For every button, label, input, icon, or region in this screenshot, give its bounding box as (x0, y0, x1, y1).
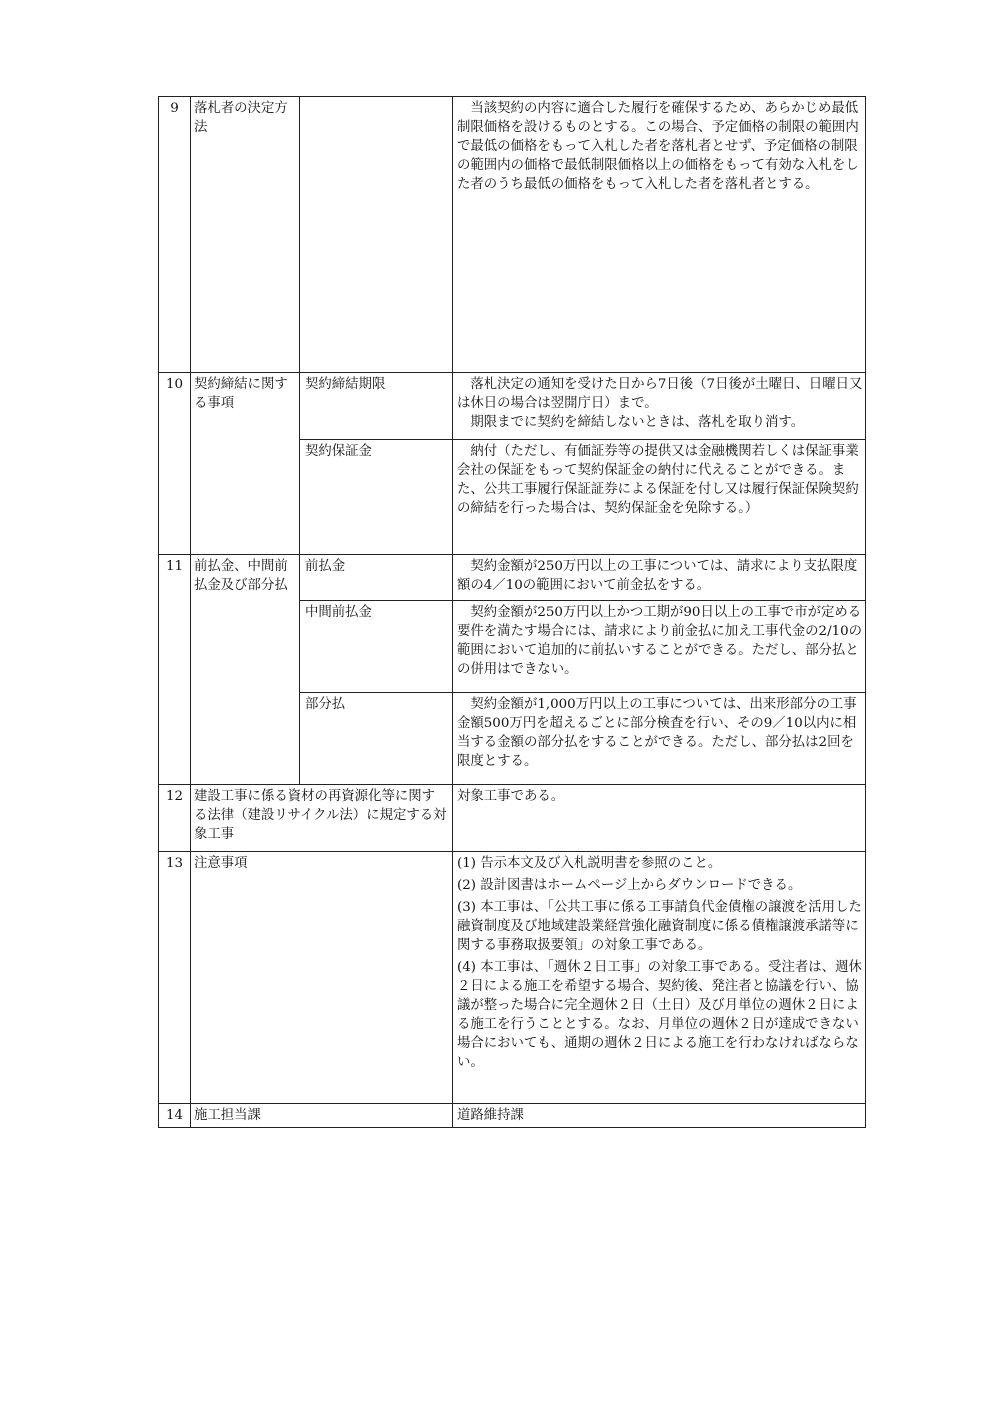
item-label: 建設工事に係る資材の再資源化等に関する法律（建設リサイクル法）に規定する対象工事 (191, 785, 453, 852)
item-label: 前払金、中間前払金及び部分払 (191, 555, 300, 785)
table-row (159, 97, 866, 373)
description-line: 期限までに契約を締結しないときは、落札を取り消す。 (470, 415, 805, 430)
item-label: 注意事項 (191, 852, 453, 1104)
row-number: 14 (159, 1104, 191, 1128)
table-row (159, 1104, 866, 1128)
item-description: 契約金額が250万円以上の工事については、請求により支払限度額の4／10の範囲において前金払をする。 (453, 555, 866, 601)
table-row (159, 373, 866, 440)
sub-item-label (300, 97, 453, 373)
item-description: 当該契約の内容に適合した履行を確保するため、あらかじめ最低制限価格を設けるものとする。この場合、予定価格の制限の範囲内で最低の価格をもって入札した者を落札者とせず、予定価格の制限の範囲内の価格で最低制限価格以上の価格をもって有効な入札をした者のうち最低の価格をもって入札した者を落札者とする。 (453, 97, 866, 373)
description-line: 落札決定の通知を受けた日から7日後（7日後が土曜日、日曜日又は休日の場合は翌開庁日）まで。 (457, 377, 863, 411)
sub-item-label: 契約保証金 (300, 440, 453, 555)
item-label: 契約締結に関する事項 (191, 373, 300, 555)
table-row (159, 852, 866, 1104)
item-description: 対象工事である。 (453, 785, 866, 852)
item-description (453, 373, 866, 440)
note-item: (2) 設計図書はホームページ上からダウンロードできる。 (457, 878, 802, 893)
row-number: 13 (159, 852, 191, 1104)
sub-item-label: 前払金 (300, 555, 453, 601)
item-description: 道路維持課 (453, 1104, 866, 1128)
note-item: (4) 本工事は、「週休２日工事」の対象工事である。受注者は、週休２日による施工を希望する場合、契約後、発注者と協議を行い、協議が整った場合に完全週休２日（土日）及び月単位の週休２日による施工を行うこととする。なお、月単位の週休２日が達成できない場合においても、通期の週休２日による施工を行わなければならない。 (457, 960, 862, 1070)
row-number: 11 (159, 555, 191, 785)
item-description: 契約金額が250万円以上かつ工期が90日以上の工事で市が定める要件を満たす場合には、請求により前金払に加え工事代金の2/10の範囲において追加的に前払いすることができる。ただし、部分払との併用はできない。 (453, 601, 866, 693)
sub-item-label: 契約締結期限 (300, 373, 453, 440)
notes-cell (453, 852, 866, 1104)
item-description: 契約金額が1,000万円以上の工事については、出来形部分の工事金額500万円を超えるごとに部分検査を行い、その9／10以内に相当する金額の部分払をすることができる。ただし、部分払は2回を限度とする。 (453, 693, 866, 785)
note-item: (1) 告示本文及び入札説明書を参照のこと。 (457, 856, 722, 871)
sub-item-label: 中間前払金 (300, 601, 453, 693)
row-number: 10 (159, 373, 191, 555)
terms-table (158, 96, 866, 1128)
item-label: 落札者の決定方法 (191, 97, 300, 373)
item-description: 納付（ただし、有価証券等の提供又は金融機関若しくは保証事業会社の保証をもって契約保証金の納付に代えることができる。また、公共工事履行保証証券による保証を付し又は履行保証保険契約の締結を行った場合は、契約保証金を免除する。） (453, 440, 866, 555)
row-number: 9 (159, 97, 191, 373)
note-item: (3) 本工事は、「公共工事に係る工事請負代金債権の譲渡を活用した融資制度及び地域建設業経営強化融資制度に係る債権譲渡承諾等に関する事務取扱要領」の対象工事である。 (457, 900, 862, 953)
row-number: 12 (159, 785, 191, 852)
table-row (159, 555, 866, 601)
sub-item-label: 部分払 (300, 693, 453, 785)
table-row (159, 785, 866, 852)
item-label: 施工担当課 (191, 1104, 453, 1128)
